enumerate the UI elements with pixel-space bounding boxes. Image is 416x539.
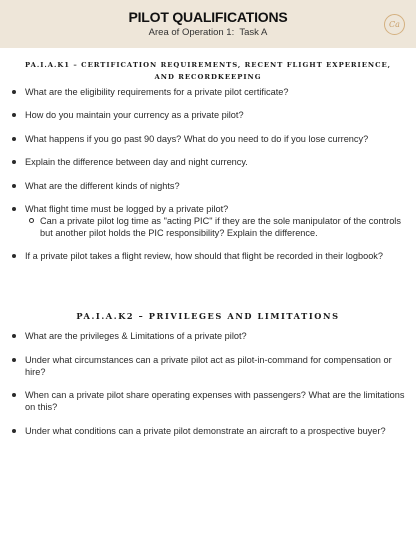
- question-text: What happens if you go past 90 days? What do you need to do if you lose currency?: [25, 134, 369, 144]
- question-text: What are the privileges & Limitations of a private pilot?: [25, 331, 247, 341]
- hollow-bullet-icon: [29, 218, 34, 223]
- bullet-icon: [12, 393, 16, 397]
- bullet-icon: [12, 254, 16, 258]
- brand-logo-icon: Ca: [384, 14, 405, 35]
- section-heading-k1: PA.I.A.K1 – CERTIFICATION REQUIREMENTS, RECENT FLIGHT EXPERIENCE, AND RECORDKEEPING: [24, 61, 392, 81]
- question-text: When can a private pilot share operating expenses with passengers? What are the limitations on this?: [25, 390, 405, 412]
- bullet-icon: [12, 137, 16, 141]
- page-subtitle: Area of Operation 1: Task A: [148, 27, 268, 38]
- header-band: [0, 0, 416, 48]
- bullet-icon: [12, 429, 16, 433]
- bullet-icon: [12, 334, 16, 338]
- section-heading-k2: PA.I.A.K2 – PRIVILEGES AND LIMITATIONS: [76, 311, 340, 321]
- question-text: Under what circumstances can a private pilot act as pilot-in-command for compensation or hire?: [25, 355, 392, 377]
- question-text: If a private pilot takes a flight review, how should that flight be recorded in their logbook?: [25, 251, 384, 261]
- bullet-icon: [12, 90, 16, 94]
- question-text: What are the eligibility requirements for a private pilot certificate?: [25, 87, 289, 97]
- bullet-icon: [12, 207, 16, 211]
- bullet-icon: [12, 113, 16, 117]
- bullet-icon: [12, 160, 16, 164]
- question-text: Under what conditions can a private pilot demonstrate an aircraft to a prospective buyer?: [25, 426, 386, 436]
- question-text: Explain the difference between day and night currency.: [25, 157, 248, 167]
- question-text: How do you maintain your currency as a private pilot?: [25, 110, 244, 120]
- page-title: PILOT QUALIFICATIONS: [128, 9, 288, 25]
- bullet-icon: [12, 358, 16, 362]
- question-text: What are the different kinds of nights?: [25, 181, 180, 191]
- sub-question-text: Can a private pilot log time as "acting PIC" if they are the sole manipulator of the controls but another pilot holds the PIC responsibility? Explain the difference.: [40, 216, 401, 238]
- bullet-icon: [12, 184, 16, 188]
- question-text: What flight time must be logged by a private pilot?: [25, 204, 229, 214]
